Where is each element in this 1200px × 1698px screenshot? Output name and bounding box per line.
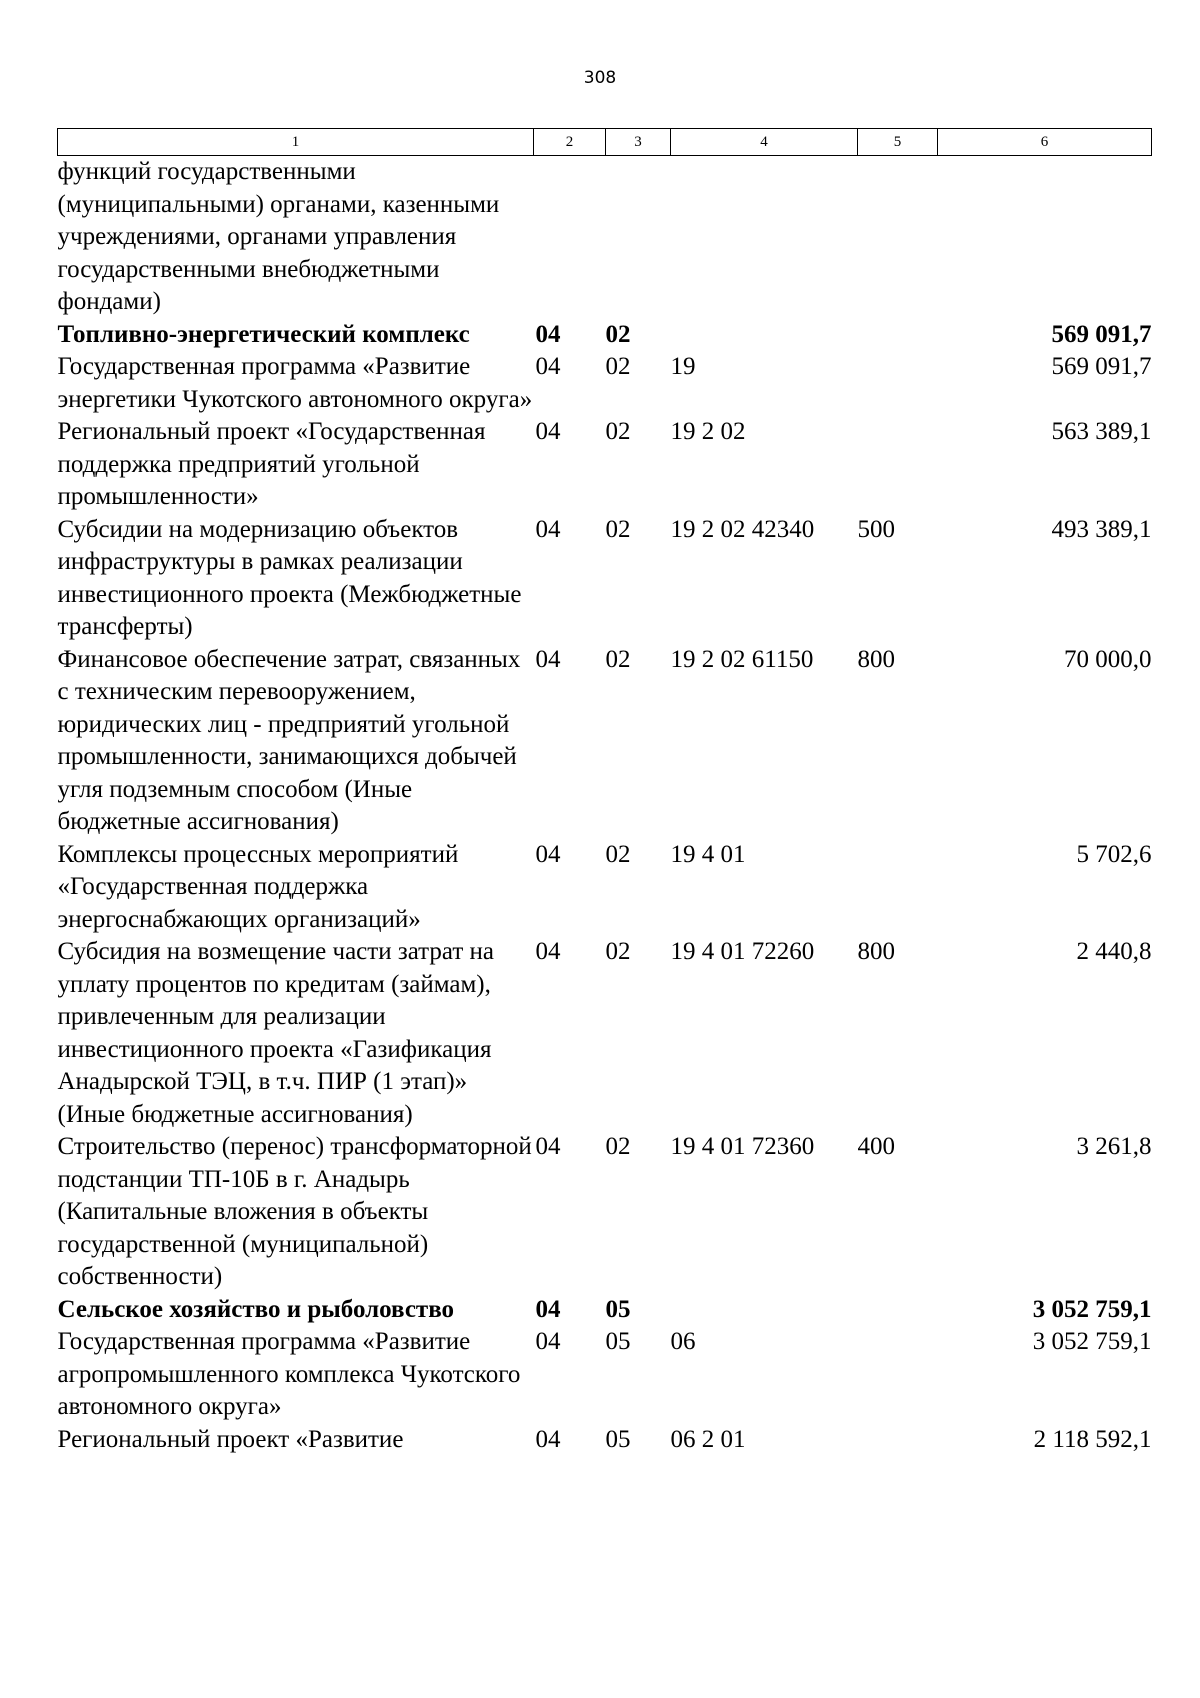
subsection-code-cell	[606, 156, 671, 319]
section-code-cell: 04	[535, 938, 561, 965]
target-article-cell: 19 2 02 61150	[670, 645, 814, 673]
page-number: 308	[583, 68, 617, 88]
table-row	[58, 1326, 1152, 1424]
table-row	[58, 1131, 1152, 1294]
target-article-cell	[671, 319, 858, 352]
table-body	[58, 156, 1152, 1457]
table-row	[58, 156, 1152, 319]
amount-cell	[938, 156, 1152, 319]
subsection-code-cell: 02	[605, 645, 631, 673]
subsection-code-cell: 02	[605, 418, 631, 445]
row-name-cell: Государственная программа «Развитие агропромышленного комплекса Чукотского автономного округа»	[57, 1328, 521, 1420]
table-row	[58, 319, 1152, 352]
target-article-cell: 19 2 02	[670, 418, 746, 445]
expense-type-cell: 500	[857, 515, 895, 543]
expense-type-cell	[858, 319, 938, 352]
amount-cell: 5 702,6	[1076, 840, 1152, 868]
table-row	[58, 514, 1152, 644]
column-header-4: 4	[671, 129, 858, 156]
table-row	[58, 1294, 1152, 1327]
table-row	[58, 644, 1152, 839]
target-article-cell	[671, 1294, 858, 1327]
section-code-cell: 04	[535, 353, 561, 380]
table-header	[58, 129, 1152, 156]
table-row	[58, 416, 1152, 514]
expense-type-cell: 800	[857, 938, 895, 965]
subsection-code-cell: 02	[605, 1133, 631, 1160]
amount-cell: 569 091,7	[1051, 353, 1152, 380]
row-name-cell: Комплексы процессных мероприятий «Государственная поддержка энергоснабжающих организаций»	[57, 840, 459, 933]
subsection-code-cell: 02	[605, 353, 631, 380]
subsection-code-cell: 02	[605, 840, 631, 868]
target-article-cell: 19 4 01 72360	[670, 1133, 815, 1160]
amount-cell: 2 440,8	[1076, 938, 1152, 965]
row-name-cell: Региональный проект «Государственная поддержка предприятий угольной промышленности»	[57, 418, 486, 510]
subsection-code-cell: 02	[605, 515, 631, 543]
table-row	[58, 1424, 1152, 1457]
target-article-cell: 06	[670, 1328, 696, 1355]
column-header-2: 2	[534, 129, 606, 156]
amount-cell: 3 261,8	[1076, 1133, 1152, 1160]
section-code-cell: 04	[535, 1133, 561, 1160]
row-name-cell: Сельское хозяйство и рыболовство	[57, 1295, 455, 1323]
target-article-cell: 19 4 01 72260	[670, 938, 815, 965]
column-header-5: 5	[858, 129, 938, 156]
amount-cell: 3 052 759,1	[1032, 1295, 1152, 1323]
column-header-6: 6	[938, 129, 1152, 156]
section-code-cell: 04	[535, 515, 561, 543]
target-article-cell: 06 2 01	[670, 1425, 746, 1453]
section-code-cell: 04	[535, 418, 561, 445]
amount-cell: 70 000,0	[1064, 645, 1152, 673]
budget-table	[57, 128, 1152, 1456]
subsection-code-cell: 05	[605, 1328, 631, 1355]
expense-type-cell	[858, 416, 938, 514]
table-row	[58, 936, 1152, 1131]
expense-type-cell	[858, 351, 938, 416]
row-name-cell: функций государственными (муниципальными) органами, казенными учреждениями, органами управления государственными внебюджетными фондами)	[57, 158, 500, 315]
section-code-cell	[534, 156, 606, 319]
subsection-code-cell: 05	[605, 1425, 631, 1453]
column-header-3: 3	[606, 129, 671, 156]
amount-cell: 569 091,7	[1051, 320, 1152, 348]
table-row	[58, 839, 1152, 937]
amount-cell: 493 389,1	[1051, 515, 1152, 543]
target-article-cell	[671, 156, 858, 319]
amount-cell: 563 389,1	[1051, 418, 1152, 445]
subsection-code-cell: 02	[605, 938, 631, 965]
target-article-cell: 19 4 01	[670, 840, 746, 868]
expense-type-cell	[858, 839, 938, 937]
amount-cell: 2 118 592,1	[1033, 1425, 1152, 1453]
amount-cell: 3 052 759,1	[1032, 1328, 1152, 1355]
subsection-code-cell: 05	[605, 1295, 631, 1323]
section-code-cell: 04	[535, 645, 561, 673]
expense-type-cell: 800	[857, 645, 895, 673]
subsection-code-cell: 02	[605, 320, 631, 348]
row-name-cell: Топливно-энергетический комплекс	[57, 320, 470, 348]
expense-type-cell	[858, 1326, 938, 1424]
row-name-cell: Субсидии на модернизацию объектов инфраструктуры в рамках реализации инвестиционного проекта (Межбюджетные трансферты)	[57, 515, 522, 640]
row-name-cell: Государственная программа «Развитие энергетики Чукотского автономного округа»	[57, 353, 533, 413]
target-article-cell: 19	[670, 353, 696, 380]
target-article-cell: 19 2 02 42340	[670, 515, 815, 543]
expense-type-cell	[858, 156, 938, 319]
section-code-cell: 04	[535, 1295, 561, 1323]
row-name-cell: Финансовое обеспечение затрат, связанных с техническим перевооружением, юридических лиц - предприятий угольной промышленности, занимающихся добычей угля подземным способом (Иные бюджетные ассигнования)	[57, 645, 521, 835]
column-header-1: 1	[58, 129, 534, 156]
row-name-cell: Строительство (перенос) трансформаторной подстанции ТП-10Б в г. Анадырь (Капитальные вложения в объекты государственной (муниципальной) собственности)	[57, 1133, 532, 1290]
expense-type-cell: 400	[857, 1133, 895, 1160]
table-row	[58, 351, 1152, 416]
row-name-cell: Региональный проект «Развитие	[57, 1425, 404, 1453]
section-code-cell: 04	[535, 1425, 561, 1453]
expense-type-cell	[858, 1424, 938, 1457]
section-code-cell: 04	[535, 320, 561, 348]
row-name-cell: Субсидия на возмещение части затрат на уплату процентов по кредитам (займам), привлеченным для реализации инвестиционного проекта «Газификация Анадырской ТЭЦ, в т.ч. ПИР (1 этап)» (Иные бюджетные ассигнования)	[57, 938, 494, 1128]
section-code-cell: 04	[535, 1328, 561, 1355]
expense-type-cell	[858, 1294, 938, 1327]
section-code-cell: 04	[535, 840, 561, 868]
header-row	[58, 129, 1152, 156]
